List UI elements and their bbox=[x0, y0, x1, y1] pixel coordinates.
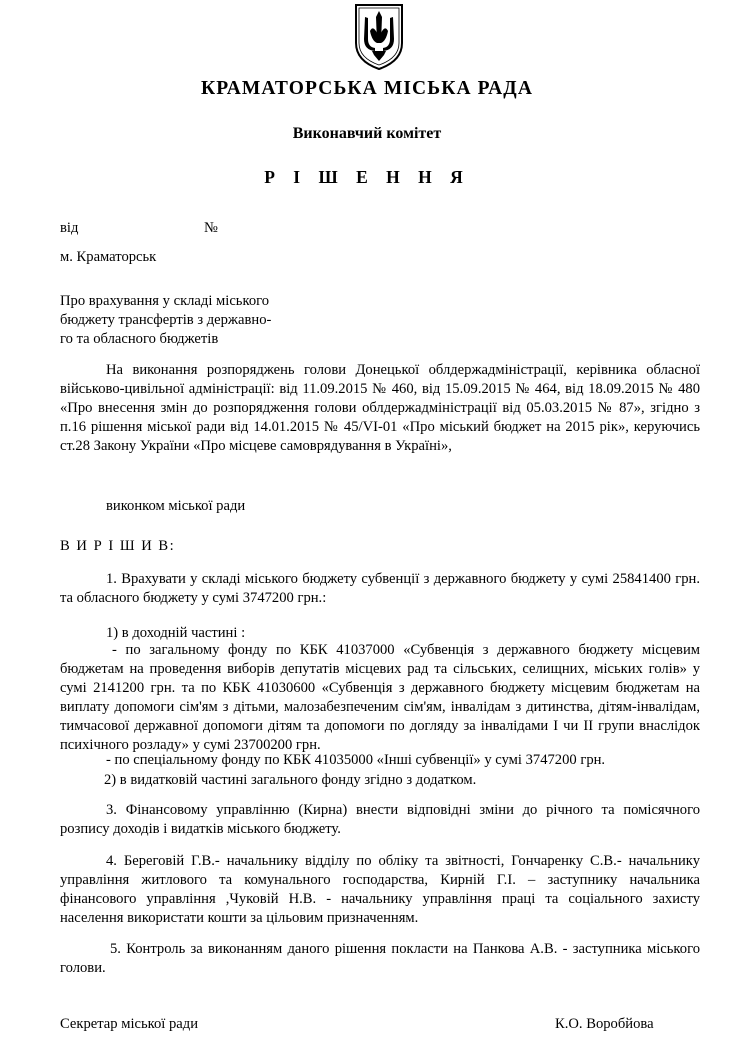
item-5: 5. Контроль за виконанням даного рішення покласти на Панкова А.В. - заступника міського голови. bbox=[60, 941, 700, 976]
item-1-1-special-fund: - по спеціальному фонду по КБК 41035000 «Інші субвенції» у сумі 3747200 грн. bbox=[106, 752, 606, 768]
item-1-2: 2) в видатковій частині загального фонду згідно з додатком. bbox=[104, 772, 477, 788]
acting-body: виконком міської ради bbox=[106, 498, 246, 514]
preamble: На виконання розпоряджень голови Донецької облдержадміністрації, керівника обласної військово-цивільної адміністрації: від 11.09.2015 № 460, від 15.09.2015 № 464, від 18.09.2015 № 480 «Про внесення змін до розпорядження голови облдержадміністрації від 05.03.2015 № 87», згідно з п.16 рішення міської ради від 14.01.2015 № 45/VI-01 «Про міський бюджет на 2015 рік», керуючись ст.28 Закону України «Про місцеве самоврядування в Україні», bbox=[60, 362, 700, 454]
signature-position: Секретар міської ради bbox=[60, 1016, 199, 1032]
item-1: 1. Врахувати у складі міського бюджету субвенції з державного бюджету у сумі 25841400 грн. та обласного бюджету у сумі 3747200 грн.: bbox=[60, 571, 700, 606]
subject-line: Про врахування у складі міського bbox=[60, 293, 270, 309]
subject-line: го та обласного бюджетів bbox=[60, 331, 219, 347]
date-label: від bbox=[60, 220, 79, 236]
decision-subject bbox=[60, 292, 320, 349]
item-1-1-general-fund: - по загальному фонду по КБК 41037000 «Субвенція з державного бюджету місцевим бюджетам на проведення виборів депутатів місцевих рад та сільських, селищних, міських голів» у сумі 2141200 грн. та по КБК 41030600 «Субвенція з державного бюджету місцевим бюджетам на виплату допомоги сім'ям з дітьми, малозабезпеченим сім'ям, інвалідам з дитинства, дітям-інвалідам, тимчасової державної допомоги дітям та допомоги по догляду за інвалідами I чи II групи внаслідок психічного розладу» у сумі 23700200 грн. bbox=[60, 642, 700, 753]
resolved-heading: В И Р І Ш И В: bbox=[60, 538, 176, 554]
city-council-title: КРАМАТОРСЬКА МІСЬКА РАДА bbox=[200, 78, 533, 99]
item-1-1: 1) в доходній частині : bbox=[106, 625, 246, 641]
subject-line: бюджету трансфертів з державно- bbox=[60, 312, 272, 328]
item-4: 4. Береговій Г.В.- начальнику відділу по обліку та звітності, Гончаренку С.В.- начальнику управління житлового та комунального господарства, Кирній Г.І. – заступнику начальника фінансового управління ,Чуковій Н.В. - начальнику управління праці та соціального захисту населення використати кошти за цільовим призначенням. bbox=[60, 853, 700, 926]
item-3: 3. Фінансовому управлінню (Кирна) внести відповідні зміни до річного та помісячного розпису доходів і видатків міського бюджету. bbox=[60, 802, 700, 837]
document-title: Р І Ш Е Н Н Я bbox=[264, 167, 470, 187]
executive-committee-title: Виконавчий комітет bbox=[292, 125, 442, 142]
signature-name: К.О. Воробйова bbox=[555, 1016, 654, 1032]
number-label: № bbox=[204, 220, 218, 236]
city-name: м. Краматорськ bbox=[60, 249, 157, 265]
trident-emblem-icon bbox=[353, 3, 405, 71]
